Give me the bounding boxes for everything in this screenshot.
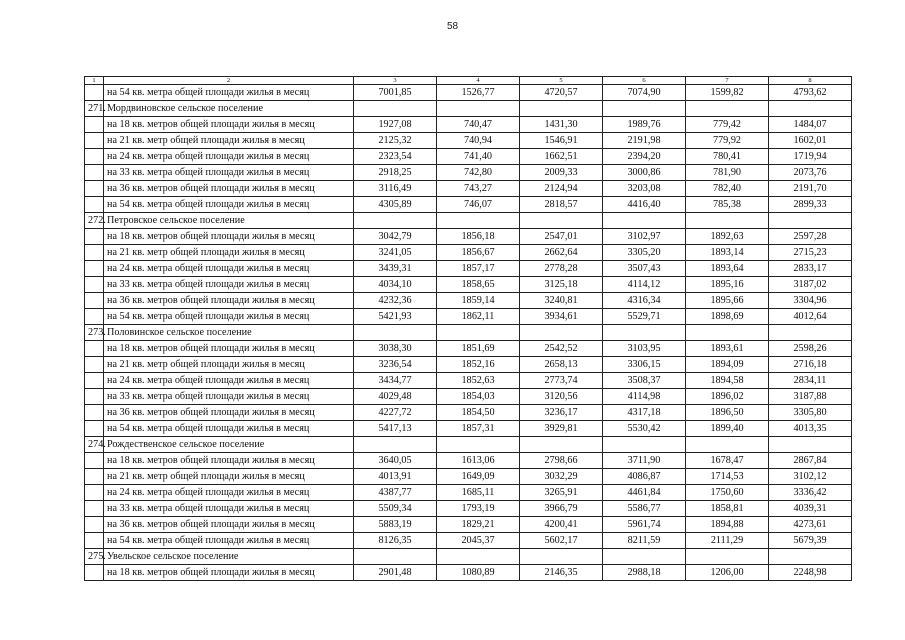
table-row bbox=[85, 341, 852, 357]
empty-cell bbox=[437, 101, 520, 117]
empty-index-cell bbox=[85, 197, 104, 213]
tariff-value: 3508,37 bbox=[603, 373, 686, 389]
empty-cell bbox=[686, 101, 769, 117]
area-description: на 33 кв. метра общей площади жилья в месяц bbox=[104, 501, 354, 517]
table-row bbox=[85, 533, 852, 549]
tariff-value: 3032,29 bbox=[520, 469, 603, 485]
tariff-value: 1857,17 bbox=[437, 261, 520, 277]
empty-index-cell bbox=[85, 149, 104, 165]
tariff-value: 4416,40 bbox=[603, 197, 686, 213]
empty-cell bbox=[520, 213, 603, 229]
column-header: 7 bbox=[686, 77, 769, 85]
tariff-value: 1899,40 bbox=[686, 421, 769, 437]
table-row bbox=[85, 261, 852, 277]
area-description: на 18 кв. метров общей площади жилья в месяц bbox=[104, 117, 354, 133]
empty-cell bbox=[686, 213, 769, 229]
empty-cell bbox=[437, 213, 520, 229]
empty-cell bbox=[354, 101, 437, 117]
tariff-value: 3336,42 bbox=[769, 485, 852, 501]
table-row bbox=[85, 389, 852, 405]
tariff-value: 4227,72 bbox=[354, 405, 437, 421]
tariff-value: 1892,63 bbox=[686, 229, 769, 245]
area-description: на 21 кв. метр общей площади жилья в месяц bbox=[104, 357, 354, 373]
empty-index-cell bbox=[85, 133, 104, 149]
tariff-value: 4013,91 bbox=[354, 469, 437, 485]
area-description: на 24 кв. метра общей площади жилья в месяц bbox=[104, 261, 354, 277]
tariff-value: 2124,94 bbox=[520, 181, 603, 197]
tariff-value: 2658,13 bbox=[520, 357, 603, 373]
tariff-value: 2111,29 bbox=[686, 533, 769, 549]
tariff-value: 3000,86 bbox=[603, 165, 686, 181]
tariff-value: 2988,18 bbox=[603, 565, 686, 581]
tariff-value: 1898,69 bbox=[686, 309, 769, 325]
tariff-value: 5602,17 bbox=[520, 533, 603, 549]
tariff-value: 8126,35 bbox=[354, 533, 437, 549]
table-row bbox=[85, 501, 852, 517]
tariff-value: 4461,84 bbox=[603, 485, 686, 501]
tariff-value: 5961,74 bbox=[603, 517, 686, 533]
table-row bbox=[85, 149, 852, 165]
empty-cell bbox=[686, 325, 769, 341]
table-row bbox=[85, 229, 852, 245]
empty-index-cell bbox=[85, 165, 104, 181]
column-header: 3 bbox=[354, 77, 437, 85]
tariff-value: 4316,34 bbox=[603, 293, 686, 309]
tariff-value: 2662,64 bbox=[520, 245, 603, 261]
table-row bbox=[85, 181, 852, 197]
tariff-value: 1080,89 bbox=[437, 565, 520, 581]
empty-cell bbox=[769, 549, 852, 565]
tariff-value: 2598,26 bbox=[769, 341, 852, 357]
tariff-value: 1893,64 bbox=[686, 261, 769, 277]
tariff-value: 1856,18 bbox=[437, 229, 520, 245]
tariff-value: 3640,05 bbox=[354, 453, 437, 469]
tariff-value: 4012,64 bbox=[769, 309, 852, 325]
tariff-value: 5529,71 bbox=[603, 309, 686, 325]
empty-cell bbox=[520, 101, 603, 117]
tariff-value: 746,07 bbox=[437, 197, 520, 213]
tariff-value: 1894,88 bbox=[686, 517, 769, 533]
tariff-value: 4200,41 bbox=[520, 517, 603, 533]
table-row bbox=[85, 517, 852, 533]
area-description: на 33 кв. метра общей площади жилья в месяц bbox=[104, 389, 354, 405]
tariff-value: 1895,66 bbox=[686, 293, 769, 309]
tariff-value: 1857,31 bbox=[437, 421, 520, 437]
tariff-value: 5509,34 bbox=[354, 501, 437, 517]
table-row bbox=[85, 245, 852, 261]
tariff-value: 1546,91 bbox=[520, 133, 603, 149]
tariff-value: 3240,81 bbox=[520, 293, 603, 309]
tariff-value: 4317,18 bbox=[603, 405, 686, 421]
settlement-name: Петровское сельское поселение bbox=[104, 213, 354, 229]
tariff-value: 1851,69 bbox=[437, 341, 520, 357]
tariff-value: 1927,08 bbox=[354, 117, 437, 133]
tariff-value: 2798,66 bbox=[520, 453, 603, 469]
tariff-value: 743,27 bbox=[437, 181, 520, 197]
area-description: на 18 кв. метров общей площади жилья в месяц bbox=[104, 453, 354, 469]
tariff-value: 740,94 bbox=[437, 133, 520, 149]
empty-index-cell bbox=[85, 357, 104, 373]
empty-index-cell bbox=[85, 533, 104, 549]
tariff-value: 3236,17 bbox=[520, 405, 603, 421]
settlement-name: Половинское сельское поселение bbox=[104, 325, 354, 341]
tariff-value: 2045,37 bbox=[437, 533, 520, 549]
table-row bbox=[85, 565, 852, 581]
area-description: на 54 кв. метра общей площади жилья в месяц bbox=[104, 197, 354, 213]
empty-cell bbox=[437, 437, 520, 453]
settlement-group-row bbox=[85, 213, 852, 229]
tariff-value: 2899,33 bbox=[769, 197, 852, 213]
tariff-value: 2009,33 bbox=[520, 165, 603, 181]
tariff-value: 741,40 bbox=[437, 149, 520, 165]
tariff-value: 1602,01 bbox=[769, 133, 852, 149]
tariff-value: 3038,30 bbox=[354, 341, 437, 357]
tariff-value: 779,42 bbox=[686, 117, 769, 133]
empty-cell bbox=[603, 325, 686, 341]
tariff-value: 4232,36 bbox=[354, 293, 437, 309]
empty-cell bbox=[769, 437, 852, 453]
column-number-row bbox=[85, 77, 852, 85]
tariff-value: 1894,09 bbox=[686, 357, 769, 373]
column-header: 6 bbox=[603, 77, 686, 85]
tariff-value: 4039,31 bbox=[769, 501, 852, 517]
tariff-value: 2323,54 bbox=[354, 149, 437, 165]
tariff-value: 1894,58 bbox=[686, 373, 769, 389]
settlement-group-row bbox=[85, 101, 852, 117]
tariff-value: 2191,98 bbox=[603, 133, 686, 149]
empty-cell bbox=[437, 325, 520, 341]
table-row bbox=[85, 85, 852, 101]
settlement-group-row bbox=[85, 325, 852, 341]
settlement-name: Мордвиновское сельское поселение bbox=[104, 101, 354, 117]
tariff-value: 1526,77 bbox=[437, 85, 520, 101]
empty-cell bbox=[686, 549, 769, 565]
tariff-value: 4114,98 bbox=[603, 389, 686, 405]
empty-cell bbox=[354, 213, 437, 229]
empty-cell bbox=[354, 549, 437, 565]
tariff-value: 3120,56 bbox=[520, 389, 603, 405]
area-description: на 21 кв. метр общей площади жилья в месяц bbox=[104, 469, 354, 485]
area-description: на 33 кв. метра общей площади жилья в месяц bbox=[104, 165, 354, 181]
settlement-group-row bbox=[85, 437, 852, 453]
tariff-value: 2833,17 bbox=[769, 261, 852, 277]
table-row bbox=[85, 277, 852, 293]
table-row bbox=[85, 469, 852, 485]
empty-index-cell bbox=[85, 341, 104, 357]
page-number: 58 bbox=[446, 21, 459, 32]
tariff-value: 3305,20 bbox=[603, 245, 686, 261]
tariff-value: 8211,59 bbox=[603, 533, 686, 549]
table-row bbox=[85, 485, 852, 501]
tariff-value: 1858,65 bbox=[437, 277, 520, 293]
table-row bbox=[85, 373, 852, 389]
table-row bbox=[85, 133, 852, 149]
tariff-value: 3042,79 bbox=[354, 229, 437, 245]
tariff-value: 3102,97 bbox=[603, 229, 686, 245]
tariff-value: 4793,62 bbox=[769, 85, 852, 101]
tariff-value: 3711,90 bbox=[603, 453, 686, 469]
tariff-value: 2901,48 bbox=[354, 565, 437, 581]
tariff-value: 1719,94 bbox=[769, 149, 852, 165]
area-description: на 54 кв. метра общей площади жилья в месяц bbox=[104, 309, 354, 325]
tariff-value: 3236,54 bbox=[354, 357, 437, 373]
empty-cell bbox=[520, 549, 603, 565]
tariff-value: 1859,14 bbox=[437, 293, 520, 309]
tariff-value: 3187,88 bbox=[769, 389, 852, 405]
tariff-value: 742,80 bbox=[437, 165, 520, 181]
tariff-value: 1893,61 bbox=[686, 341, 769, 357]
tariff-value: 1431,30 bbox=[520, 117, 603, 133]
tariff-value: 1852,63 bbox=[437, 373, 520, 389]
tariff-value: 1599,82 bbox=[686, 85, 769, 101]
empty-index-cell bbox=[85, 405, 104, 421]
tariff-value: 2125,32 bbox=[354, 133, 437, 149]
tariff-value: 740,47 bbox=[437, 117, 520, 133]
tariff-value: 5417,13 bbox=[354, 421, 437, 437]
empty-cell bbox=[769, 325, 852, 341]
tariff-value: 779,92 bbox=[686, 133, 769, 149]
column-header: 4 bbox=[437, 77, 520, 85]
tariff-value: 4086,87 bbox=[603, 469, 686, 485]
settlement-group-row bbox=[85, 549, 852, 565]
area-description: на 21 кв. метр общей площади жилья в месяц bbox=[104, 245, 354, 261]
empty-cell bbox=[520, 437, 603, 453]
tariff-value: 3507,43 bbox=[603, 261, 686, 277]
table-row bbox=[85, 117, 852, 133]
tariff-value: 3203,08 bbox=[603, 181, 686, 197]
tariff-value: 2191,70 bbox=[769, 181, 852, 197]
tariff-value: 1989,76 bbox=[603, 117, 686, 133]
empty-index-cell bbox=[85, 517, 104, 533]
table-row bbox=[85, 197, 852, 213]
tariff-value: 3439,31 bbox=[354, 261, 437, 277]
tariff-value: 5586,77 bbox=[603, 501, 686, 517]
tariff-value: 1895,16 bbox=[686, 277, 769, 293]
empty-index-cell bbox=[85, 261, 104, 277]
tariff-value: 1829,21 bbox=[437, 517, 520, 533]
tariff-value: 3306,15 bbox=[603, 357, 686, 373]
tariff-value: 2867,84 bbox=[769, 453, 852, 469]
tariff-value: 5679,39 bbox=[769, 533, 852, 549]
empty-cell bbox=[437, 549, 520, 565]
empty-index-cell bbox=[85, 485, 104, 501]
tariff-value: 3241,05 bbox=[354, 245, 437, 261]
tariff-value: 1613,06 bbox=[437, 453, 520, 469]
row-index: 274. bbox=[85, 437, 104, 453]
row-index: 272. bbox=[85, 213, 104, 229]
area-description: на 18 кв. метров общей площади жилья в месяц bbox=[104, 565, 354, 581]
tariff-value: 780,41 bbox=[686, 149, 769, 165]
empty-index-cell bbox=[85, 565, 104, 581]
area-description: на 36 кв. метров общей площади жилья в месяц bbox=[104, 405, 354, 421]
tariff-value: 1206,00 bbox=[686, 565, 769, 581]
empty-index-cell bbox=[85, 309, 104, 325]
table-body bbox=[85, 77, 852, 581]
area-description: на 36 кв. метров общей площади жилья в месяц bbox=[104, 517, 354, 533]
area-description: на 24 кв. метра общей площади жилья в месяц bbox=[104, 485, 354, 501]
tariff-value: 2542,52 bbox=[520, 341, 603, 357]
tariff-value: 2547,01 bbox=[520, 229, 603, 245]
tariff-value: 1678,47 bbox=[686, 453, 769, 469]
tariff-value: 4029,48 bbox=[354, 389, 437, 405]
tariff-value: 2248,98 bbox=[769, 565, 852, 581]
tariff-value: 2818,57 bbox=[520, 197, 603, 213]
tariff-value: 3116,49 bbox=[354, 181, 437, 197]
tariff-value: 2778,28 bbox=[520, 261, 603, 277]
settlement-name: Увельское сельское поселение bbox=[104, 549, 354, 565]
tariff-value: 3434,77 bbox=[354, 373, 437, 389]
tariff-value: 1893,14 bbox=[686, 245, 769, 261]
area-description: на 36 кв. метров общей площади жилья в месяц bbox=[104, 293, 354, 309]
empty-index-cell bbox=[85, 85, 104, 101]
tariff-value: 1858,81 bbox=[686, 501, 769, 517]
column-header: 2 bbox=[104, 77, 354, 85]
table-row bbox=[85, 165, 852, 181]
area-description: на 18 кв. метров общей площади жилья в месяц bbox=[104, 229, 354, 245]
tariff-value: 5883,19 bbox=[354, 517, 437, 533]
tariff-value: 2773,74 bbox=[520, 373, 603, 389]
tariff-value: 2715,23 bbox=[769, 245, 852, 261]
tariff-value: 2394,20 bbox=[603, 149, 686, 165]
tariff-value: 3187,02 bbox=[769, 277, 852, 293]
tariff-value: 1750,60 bbox=[686, 485, 769, 501]
tariff-value: 4305,89 bbox=[354, 197, 437, 213]
tariff-value: 2716,18 bbox=[769, 357, 852, 373]
empty-index-cell bbox=[85, 117, 104, 133]
tariff-value: 5421,93 bbox=[354, 309, 437, 325]
tariff-value: 1862,11 bbox=[437, 309, 520, 325]
tariff-value: 7001,85 bbox=[354, 85, 437, 101]
empty-index-cell bbox=[85, 373, 104, 389]
column-header: 1 bbox=[85, 77, 104, 85]
area-description: на 24 кв. метра общей площади жилья в месяц bbox=[104, 373, 354, 389]
empty-index-cell bbox=[85, 293, 104, 309]
area-description: на 24 кв. метра общей площади жилья в месяц bbox=[104, 149, 354, 165]
empty-index-cell bbox=[85, 501, 104, 517]
area-description: на 33 кв. метра общей площади жилья в месяц bbox=[104, 277, 354, 293]
area-description: на 18 кв. метров общей площади жилья в месяц bbox=[104, 341, 354, 357]
empty-cell bbox=[769, 101, 852, 117]
tariff-value: 1896,02 bbox=[686, 389, 769, 405]
tariff-value: 1854,03 bbox=[437, 389, 520, 405]
area-description: на 54 кв. метра общей площади жилья в месяц bbox=[104, 421, 354, 437]
tariff-value: 1856,67 bbox=[437, 245, 520, 261]
table-row bbox=[85, 293, 852, 309]
empty-cell bbox=[354, 325, 437, 341]
tariff-value: 5530,42 bbox=[603, 421, 686, 437]
tariff-value: 3966,79 bbox=[520, 501, 603, 517]
tariff-value: 3929,81 bbox=[520, 421, 603, 437]
tariff-value: 3102,12 bbox=[769, 469, 852, 485]
tariff-value: 782,40 bbox=[686, 181, 769, 197]
tariff-value: 3304,96 bbox=[769, 293, 852, 309]
empty-cell bbox=[603, 101, 686, 117]
tariff-value: 3305,80 bbox=[769, 405, 852, 421]
empty-index-cell bbox=[85, 389, 104, 405]
tariff-value: 1662,51 bbox=[520, 149, 603, 165]
tariff-value: 2597,28 bbox=[769, 229, 852, 245]
row-index: 275. bbox=[85, 549, 104, 565]
area-description: на 54 кв. метра общей площади жилья в месяц bbox=[104, 85, 354, 101]
tariff-value: 1649,09 bbox=[437, 469, 520, 485]
table-row bbox=[85, 453, 852, 469]
column-header: 8 bbox=[769, 77, 852, 85]
tariff-value: 4387,77 bbox=[354, 485, 437, 501]
empty-index-cell bbox=[85, 421, 104, 437]
settlement-name: Рождественское сельское поселение bbox=[104, 437, 354, 453]
tariff-value: 781,90 bbox=[686, 165, 769, 181]
tariff-value: 4273,61 bbox=[769, 517, 852, 533]
tariff-value: 2146,35 bbox=[520, 565, 603, 581]
tariff-value: 2073,76 bbox=[769, 165, 852, 181]
table-row bbox=[85, 405, 852, 421]
tariff-value: 4114,12 bbox=[603, 277, 686, 293]
empty-cell bbox=[603, 549, 686, 565]
column-header: 5 bbox=[520, 77, 603, 85]
empty-index-cell bbox=[85, 453, 104, 469]
tariff-value: 1685,11 bbox=[437, 485, 520, 501]
tariff-table bbox=[84, 76, 852, 581]
tariff-value: 1484,07 bbox=[769, 117, 852, 133]
tariff-value: 3934,61 bbox=[520, 309, 603, 325]
empty-cell bbox=[603, 437, 686, 453]
table-row bbox=[85, 421, 852, 437]
empty-index-cell bbox=[85, 245, 104, 261]
empty-cell bbox=[686, 437, 769, 453]
empty-index-cell bbox=[85, 277, 104, 293]
tariff-value: 1793,19 bbox=[437, 501, 520, 517]
empty-cell bbox=[354, 437, 437, 453]
tariff-value: 4034,10 bbox=[354, 277, 437, 293]
row-index: 273. bbox=[85, 325, 104, 341]
tariff-value: 2918,25 bbox=[354, 165, 437, 181]
empty-index-cell bbox=[85, 181, 104, 197]
tariff-value: 4013,35 bbox=[769, 421, 852, 437]
tariff-value: 785,38 bbox=[686, 197, 769, 213]
empty-cell bbox=[520, 325, 603, 341]
row-index: 271. bbox=[85, 101, 104, 117]
area-description: на 36 кв. метров общей площади жилья в месяц bbox=[104, 181, 354, 197]
tariff-value: 1852,16 bbox=[437, 357, 520, 373]
tariff-value: 1854,50 bbox=[437, 405, 520, 421]
tariff-value: 4720,57 bbox=[520, 85, 603, 101]
area-description: на 54 кв. метра общей площади жилья в месяц bbox=[104, 533, 354, 549]
tariff-value: 3125,18 bbox=[520, 277, 603, 293]
table-row bbox=[85, 357, 852, 373]
tariff-value: 7074,90 bbox=[603, 85, 686, 101]
empty-index-cell bbox=[85, 229, 104, 245]
empty-cell bbox=[603, 213, 686, 229]
area-description: на 21 кв. метр общей площади жилья в месяц bbox=[104, 133, 354, 149]
tariff-value: 1714,53 bbox=[686, 469, 769, 485]
tariff-value: 2834,11 bbox=[769, 373, 852, 389]
tariff-value: 3103,95 bbox=[603, 341, 686, 357]
table-row bbox=[85, 309, 852, 325]
tariff-value: 1896,50 bbox=[686, 405, 769, 421]
tariff-value: 3265,91 bbox=[520, 485, 603, 501]
empty-cell bbox=[769, 213, 852, 229]
empty-index-cell bbox=[85, 469, 104, 485]
